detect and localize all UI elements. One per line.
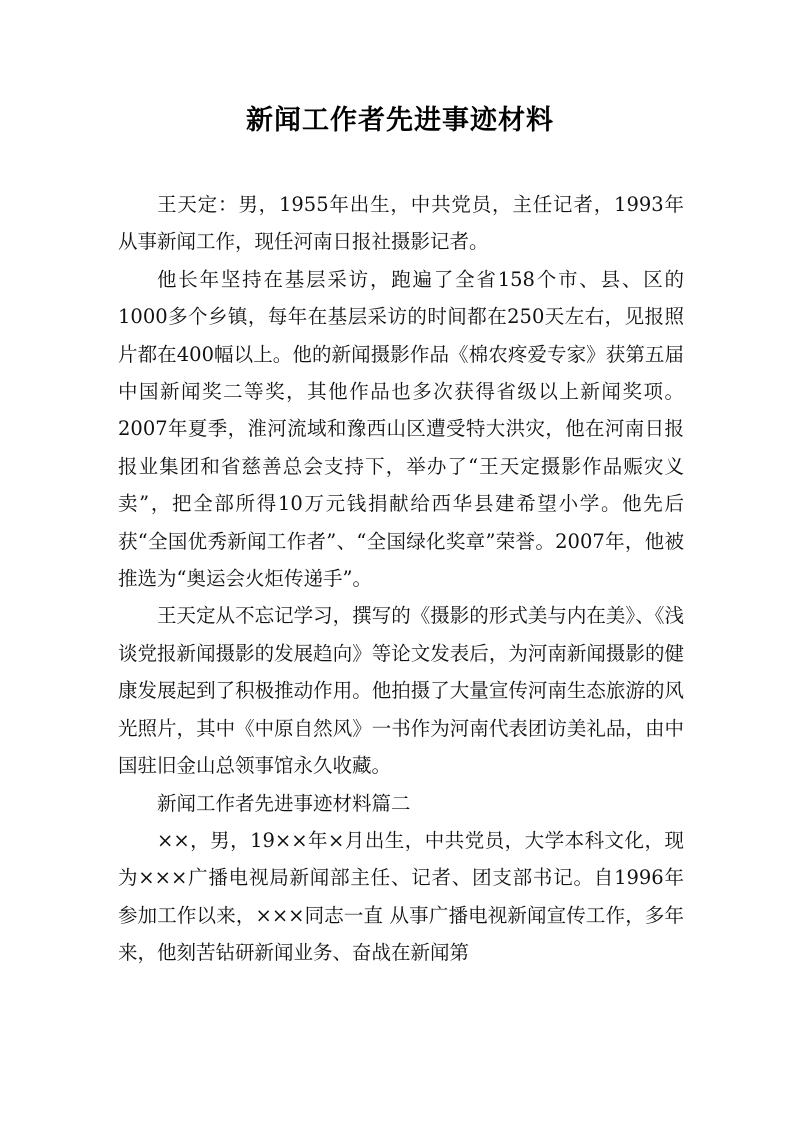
paragraph-4: ××，男，19××年×月出生，中共党员，大学本科文化，现为×××广播电视局新闻部主任、记者、团支部书记。自1996年参加工作以来，×××同志一直 从事广播电视新闻宣传工作，多年来，他刻苦钻研新闻业务、奋战在新闻第 xyxy=(118,828,684,965)
document-title: 新闻工作者先进事迹材料 xyxy=(246,105,554,136)
section-heading: 新闻工作者先进事迹材料篇二 xyxy=(157,791,411,815)
paragraph-3: 王天定从不忘记学习，撰写的《摄影的形式美与内在美》、《浅谈党报新闻摄影的发展趋向》等论文发表后，为河南新闻摄影的健康发展起到了积极推动作用。他拍摄了大量宣传河南生态旅游的风光照片，其中《中原自然风》一书作为河南代表团访美礼品，由中国驻旧金山总领事馆永久收藏。 xyxy=(118,604,684,778)
paragraph-2: 他长年坚持在基层采访，跑遍了全省158个市、县、区的1000多个乡镇，每年在基层采访的时间都在250天左右，见报照片都在400幅以上。他的新闻摄影作品《棉农疼爱专家》获第五届中国新闻奖二等奖，其他作品也多次获得省级以上新闻奖项。2007年夏季，淮河流域和豫西山区遭受特大洪灾，他在河南日报报业集团和省慈善总会支持下，举办了“王天定摄影作品赈灾义卖”，把全部所得10万元钱捐献给西华县建希望小学。他先后获“全国优秀新闻工作者”、“全国绿化奖章”荣誉。2007年，他被推选为“奥运会火炬传递手”。 xyxy=(118,267,684,591)
document-body xyxy=(118,186,684,972)
paragraph-1: 王天定：男，1955年出生，中共党员，主任记者，1993年从事新闻工作，现任河南日报社摄影记者。 xyxy=(118,193,684,254)
